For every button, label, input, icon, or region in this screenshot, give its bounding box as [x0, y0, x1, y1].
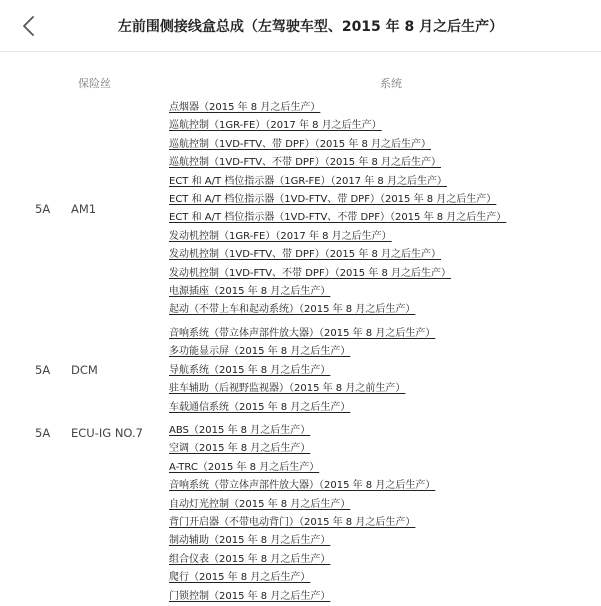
system-link[interactable]: 点烟器（2015 年 8 月之后生产）	[169, 102, 321, 113]
column-header-fuse: 保险丝	[78, 77, 111, 90]
list-item[interactable]	[169, 117, 506, 135]
system-link[interactable]: 音响系统（带立体声部件放大器）（2015 年 8 月之后生产）	[169, 480, 436, 492]
list-item[interactable]	[169, 551, 435, 569]
column-header-system: 系统	[380, 77, 402, 90]
system-link[interactable]: 巡航控制（1GR-FE）（2017 年 8 月之后生产）	[169, 120, 382, 132]
system-link[interactable]: 驻车辅助（后视野监视器）（2015 年 8 月之前生产）	[169, 383, 406, 395]
list-item[interactable]	[169, 477, 435, 495]
list-item[interactable]	[169, 514, 435, 532]
system-link[interactable]: 制动辅助（2015 年 8 月之后生产）	[169, 535, 331, 547]
system-list	[169, 99, 506, 320]
system-link[interactable]: 多功能显示屏（2015 年 8 月之后生产）	[169, 346, 351, 358]
system-link[interactable]: ECT 和 A/T 档位指示器（1VD-FTV、不带 DPF）（2015 年 8 月之后生产）	[169, 212, 507, 224]
system-list	[169, 325, 435, 417]
list-item[interactable]	[169, 325, 435, 343]
system-link[interactable]: ECT 和 A/T 档位指示器（1VD-FTV、带 DPF）（2015 年 8 月之后生产）	[169, 193, 497, 205]
list-item[interactable]	[169, 399, 435, 417]
list-item[interactable]	[169, 99, 506, 117]
list-item[interactable]	[169, 380, 435, 398]
list-item[interactable]	[169, 265, 506, 283]
system-link[interactable]: ABS（2015 年 8 月之后生产）	[169, 425, 311, 436]
list-item[interactable]	[169, 283, 506, 301]
list-item[interactable]	[169, 588, 435, 606]
list-item[interactable]	[169, 362, 435, 380]
list-item[interactable]	[169, 209, 506, 227]
system-link[interactable]: 背门开启器（不带电动背门）（2015 年 8 月之后生产）	[169, 516, 416, 528]
system-link[interactable]: 巡航控制（1VD-FTV、带 DPF）（2015 年 8 月之后生产）	[169, 138, 432, 150]
list-item[interactable]	[169, 228, 506, 246]
list-item[interactable]	[169, 246, 506, 264]
list-item[interactable]	[169, 422, 435, 440]
system-link[interactable]: 发动机控制（1GR-FE）（2017 年 8 月之后生产）	[169, 230, 392, 242]
list-item[interactable]	[169, 569, 435, 587]
list-item[interactable]	[169, 532, 435, 550]
system-link[interactable]: 发动机控制（1VD-FTV、带 DPF）（2015 年 8 月之后生产）	[169, 249, 442, 261]
top-bar	[0, 0, 601, 52]
system-link[interactable]: 组合仪表（2015 年 8 月之后生产）	[169, 553, 331, 565]
fuse-amperage: 5A	[35, 202, 51, 216]
system-link[interactable]: 车载通信系统（2015 年 8 月之后生产）	[169, 401, 351, 413]
fuse-name: DCM	[71, 363, 98, 377]
page-title: 左前围侧接线盒总成（左驾驶车型、2015 年 8 月之后生产）	[117, 19, 504, 35]
list-item[interactable]	[169, 496, 435, 514]
system-link[interactable]: ECT 和 A/T 档位指示器（1GR-FE）（2017 年 8 月之后生产）	[169, 175, 447, 187]
fuse-amperage: 5A	[35, 363, 51, 377]
system-link[interactable]: 电源插座（2015 年 8 月之后生产）	[169, 285, 331, 297]
system-link[interactable]: 爬行（2015 年 8 月之后生产）	[169, 572, 311, 584]
list-item[interactable]	[169, 154, 506, 172]
list-item[interactable]	[169, 301, 506, 319]
system-list	[169, 422, 435, 606]
system-link[interactable]: 起动（不带上车和起动系统）（2015 年 8 月之后生产）	[169, 304, 416, 316]
system-link[interactable]: 音响系统（带立体声部件放大器）（2015 年 8 月之后生产）	[169, 328, 436, 339]
system-link[interactable]: 空调（2015 年 8 月之后生产）	[169, 443, 311, 455]
list-item[interactable]	[169, 440, 435, 458]
system-link[interactable]: 发动机控制（1VD-FTV、不带 DPF）（2015 年 8 月之后生产）	[169, 267, 452, 279]
list-item[interactable]	[169, 136, 506, 154]
list-item[interactable]	[169, 459, 435, 477]
fuse-amperage: 5A	[35, 426, 51, 440]
system-link[interactable]: A-TRC（2015 年 8 月之后生产）	[169, 461, 320, 473]
system-link[interactable]: 导航系统（2015 年 8 月之后生产）	[169, 364, 331, 376]
system-link[interactable]: 巡航控制（1VD-FTV、不带 DPF）（2015 年 8 月之后生产）	[169, 157, 442, 169]
fuse-name: AM1	[71, 202, 97, 216]
list-item[interactable]	[169, 191, 506, 209]
back-arrow-icon[interactable]	[18, 14, 40, 38]
system-link[interactable]: 门锁控制（2015 年 8 月之后生产）	[169, 590, 331, 602]
list-item[interactable]	[169, 173, 506, 191]
fuse-name: ECU-IG NO.7	[71, 426, 143, 440]
list-item[interactable]	[169, 343, 435, 361]
system-link[interactable]: 自动灯光控制（2015 年 8 月之后生产）	[169, 498, 351, 510]
